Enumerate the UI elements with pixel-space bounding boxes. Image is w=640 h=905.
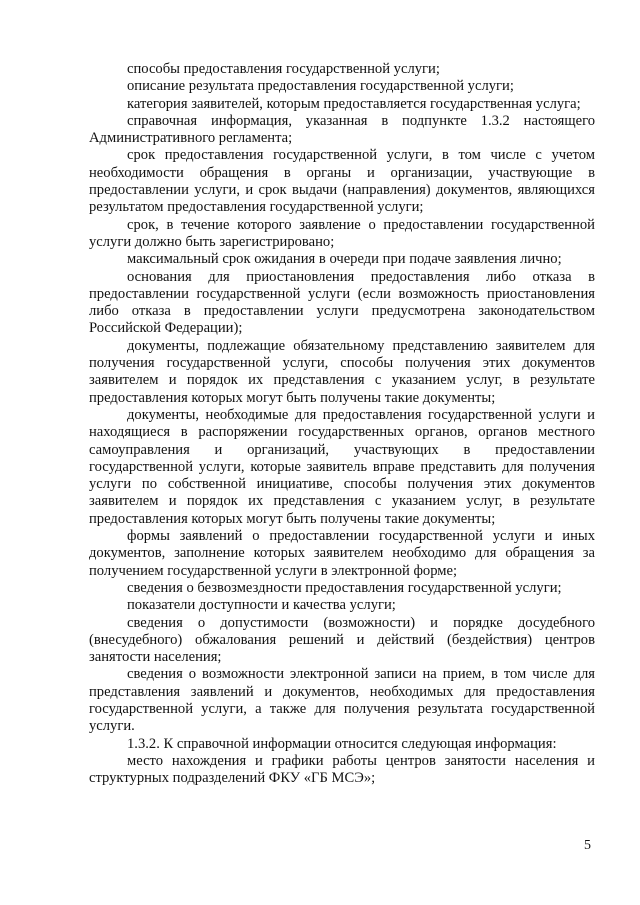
paragraph-quality-indicators: показатели доступности и качества услуги;	[127, 597, 396, 614]
paragraph-agency-documents: документы, необходимые для предоставления государственной услуги и находящиеся в распоряжении государственных органов, органов местного самоуправления и организаций, участвующих в предоставлении государственной услуги, которые заявитель вправе представить для получения услуги по собственной инициативе, способы получения этих документов заявителем и порядок их представления с указанием услуг, в результате предоставления которых могут быть получены такие документы;	[89, 406, 595, 527]
page-number: 5	[584, 838, 591, 853]
paragraph-result-description: описание результата предоставления государственной услуги;	[127, 78, 514, 95]
paragraph-section-1-3-2: 1.3.2. К справочной информации относится следующая информация:	[127, 735, 557, 752]
paragraph-electronic-appointment: сведения о возможности электронной записи на прием, в том числе для представления заявлений и документов, необходимых для предоставления государственной услуги, а также для получения результата государственной услуги.	[89, 666, 595, 735]
paragraph-service-term: срок предоставления государственной услуги, в том числе с учетом необходимости обращения в органы и организации, участвующие в предоставлении услуги, и срок выдачи (направления) документов, являющихся результатом предоставления государственной услуги;	[89, 147, 595, 216]
paragraph-appeal-procedure: сведения о допустимости (возможности) и порядке досудебного (внесудебного) обжалования решений и действий (бездействия) центров занятости населения;	[89, 614, 595, 666]
paragraph-mandatory-documents: документы, подлежащие обязательному представлению заявителем для получения государственной услуги, способы получения этих документов заявителем и порядок их представления с указанием услуг, в результате предоставления которых могут быть получены такие документы;	[89, 337, 595, 406]
paragraph-applicant-category: категория заявителей, которым предоставляется государственная услуга;	[127, 95, 581, 112]
paragraph-registration-term: срок, в течение которого заявление о предоставлении государственной услуги должно быть зарегистрировано;	[89, 216, 595, 250]
paragraph-location-schedule: место нахождения и графики работы центров занятости населения и структурных подразделений ФКУ «ГБ МСЭ»;	[89, 752, 595, 787]
paragraph-queue-wait: максимальный срок ожидания в очереди при подаче заявления лично;	[127, 251, 562, 268]
paragraph-application-forms: формы заявлений о предоставлении государственной услуги и иных документов, заполнение которых заявителем необходимо для обращения за получением государственной услуги в электронной форме;	[89, 528, 595, 579]
paragraph-free-of-charge: сведения о безвозмездности предоставления государственной услуги;	[127, 579, 562, 596]
paragraph-suspension-grounds: основания для приостановления предоставления либо отказа в предоставлении государственной услуги (если возможность приостановления либо отказа в предоставлении услуги предусмотрена законодательством Российской Федерации);	[89, 268, 595, 337]
paragraph-service-methods: способы предоставления государственной услуги;	[127, 61, 440, 77]
document-body	[89, 61, 595, 787]
paragraph-reference-info: справочная информация, указанная в подпункте 1.3.2 настоящего Административного регламента;	[89, 112, 595, 147]
